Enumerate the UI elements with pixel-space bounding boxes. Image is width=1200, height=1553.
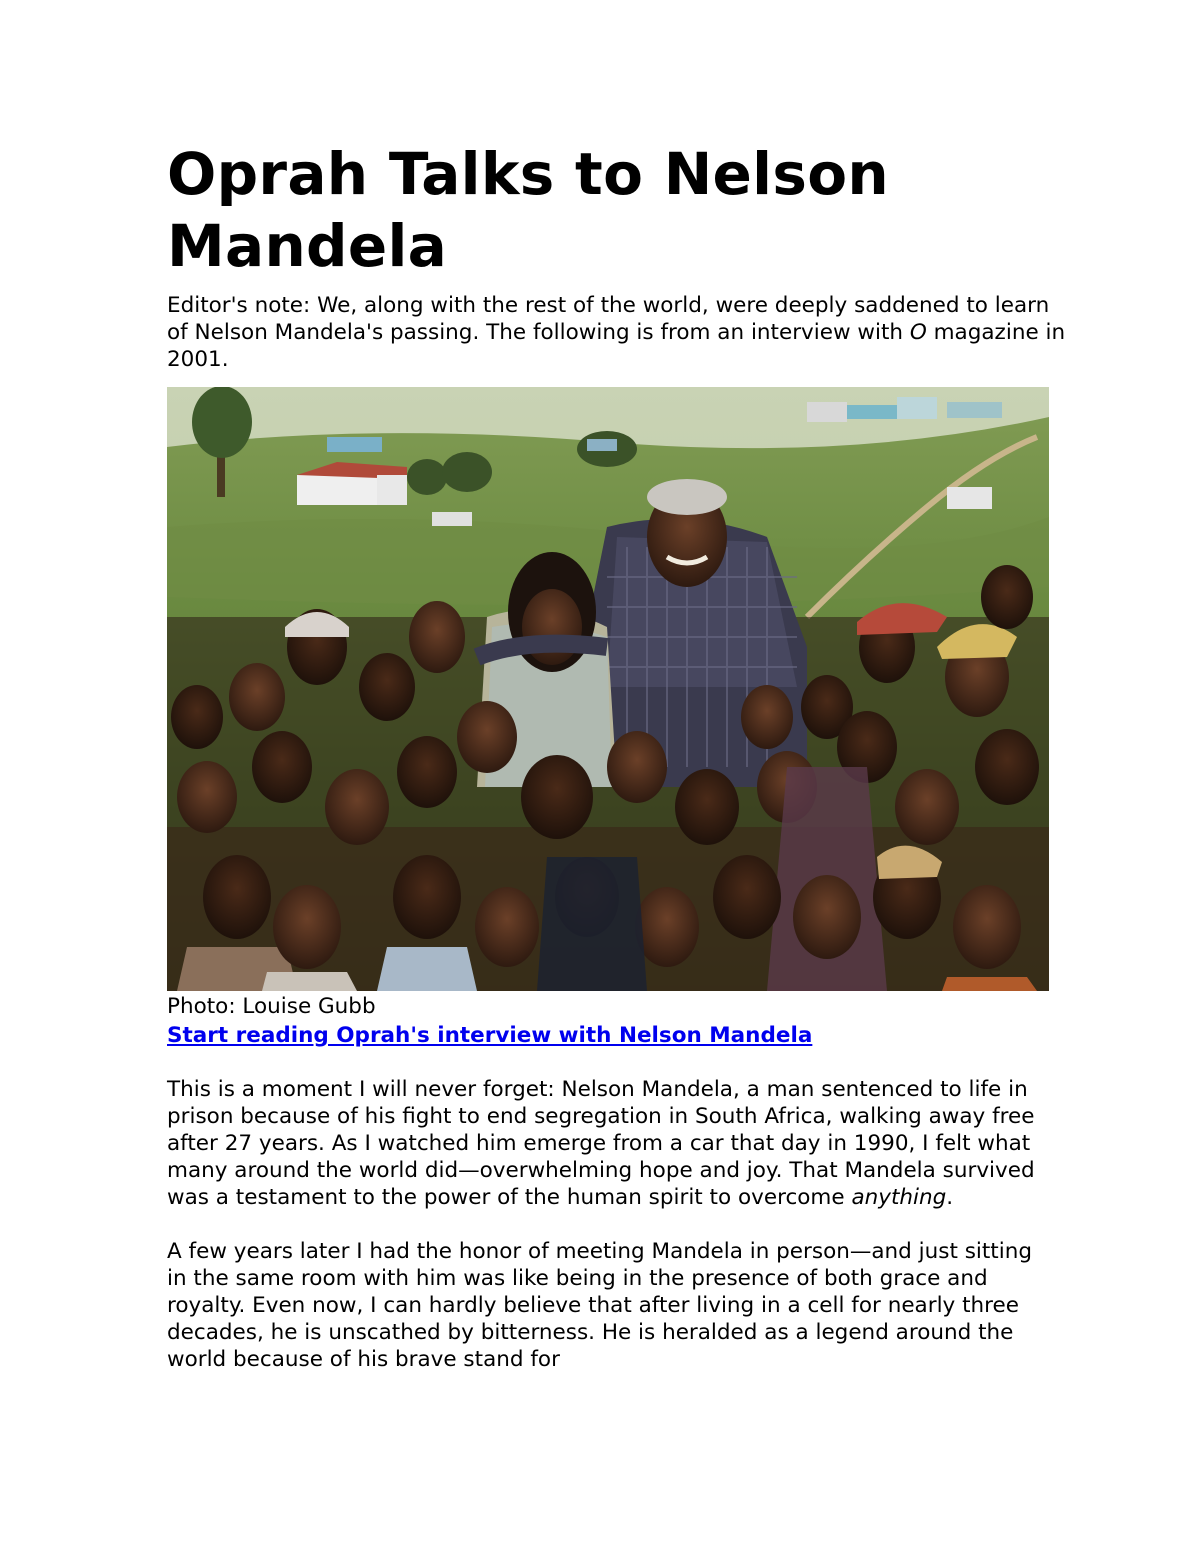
paragraph-1-text: This is a moment I will never forget: Nelson Mandela, a man sentenced to life in prison because of his fight to end segregation in South Africa, walking away free after 27 years. As I watched him emerge from a car that day in 1990, I felt what many around the world did—overwhelming hope and joy. That Mandela survived was a testament to the power of the human spirit to overcome xyxy=(167,1077,1035,1210)
paragraph-2: A few years later I had the honor of meeting Mandela in person—and just sitting in the same room with him was like being in the presence of both grace and royalty. Even now, I can hardly believe that after living in a cell for nearly three decades, he is unscathed by bitterness. He is heralded as a legend around the world because of his brave stand for xyxy=(167,1239,1032,1372)
title-line-2: Mandela xyxy=(167,212,448,280)
editors-note-end: magazine in 2001. xyxy=(167,320,1066,372)
photo-caption: Photo: Louise Gubb xyxy=(167,994,376,1019)
editors-note xyxy=(167,292,1067,373)
paragraph-1 xyxy=(167,1076,1047,1211)
title-line-1: Oprah Talks to Nelson xyxy=(167,140,889,208)
editors-note-text: Editor's note: We, along with the rest of the world, were deeply saddened to learn of Nelson Mandela's passing. The following is from an interview with xyxy=(167,293,1050,345)
paragraph-1-emphasis: anything xyxy=(851,1185,947,1210)
paragraph-1-end: . xyxy=(946,1185,954,1210)
magazine-name: O xyxy=(909,320,927,345)
start-reading-link[interactable]: Start reading Oprah's interview with Nelson Mandela xyxy=(167,1023,813,1048)
article-photo xyxy=(167,387,1049,991)
article-title xyxy=(167,138,1067,282)
article xyxy=(167,138,1067,1373)
